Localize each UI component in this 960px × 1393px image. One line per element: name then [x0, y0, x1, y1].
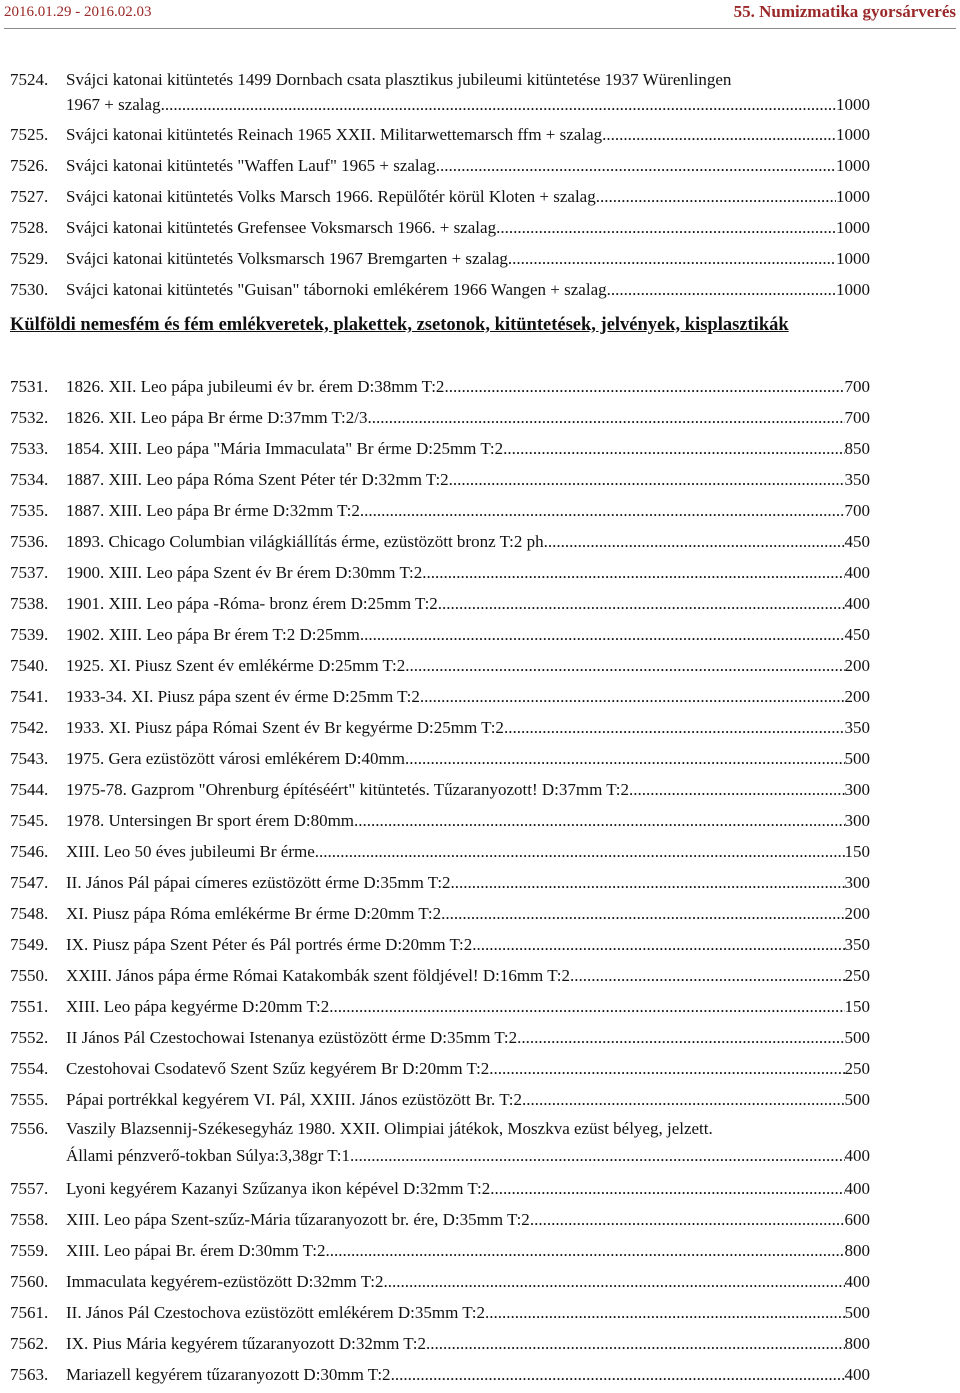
catalog-item	[10, 1022, 870, 1053]
lot-price: 600	[844, 1210, 870, 1229]
catalog-item	[10, 1297, 870, 1328]
lot-price: 450	[844, 625, 870, 644]
lot-price: 700	[844, 377, 870, 396]
lot-number: 7557.	[10, 1179, 49, 1198]
lot-number: 7550.	[10, 966, 49, 985]
lot-text: Svájci katonai kitüntetés "Guisan" tábornoki emlékérem 1966 Wangen + szalag	[66, 280, 607, 299]
lot-text: 1933. XI. Piusz pápa Római Szent év Br kegyérme D:25mm T:2	[66, 718, 504, 737]
dot-leader	[472, 929, 844, 960]
catalog-item	[10, 898, 870, 929]
lot-text: Lyoni kegyérem Kazanyi Szűzanya ikon képével D:32mm T:2	[66, 1179, 491, 1198]
catalog-item	[10, 588, 870, 619]
lot-text-continued: Állami pénzverő-tokban Súlya:3,38gr T:1	[66, 1146, 351, 1165]
lot-text: Svájci katonai kitüntetés Volks Marsch 1966. Repülőtér körül Kloten + szalag	[66, 187, 596, 206]
lot-description	[66, 650, 870, 681]
lot-text: Svájci katonai kitüntetés "Waffen Lauf" 1965 + szalag	[66, 156, 436, 175]
lot-number: 7533.	[10, 439, 49, 458]
lot-price: 1000	[836, 218, 870, 237]
catalog-item	[10, 1173, 870, 1204]
lot-description	[66, 1328, 870, 1359]
catalog-item	[10, 681, 870, 712]
dot-leader	[490, 1173, 844, 1204]
catalog-item	[10, 1235, 870, 1266]
dot-leader	[438, 588, 845, 619]
lot-description	[66, 743, 870, 774]
catalog-content	[10, 67, 870, 1390]
lot-number: 7556.	[10, 1119, 49, 1138]
dot-leader	[596, 181, 836, 212]
lot-description	[66, 67, 870, 119]
lot-price: 150	[844, 842, 870, 861]
catalog-item	[10, 1204, 870, 1235]
lot-number: 7534.	[10, 470, 49, 489]
lot-text: Svájci katonai kitüntetés 1499 Dornbach csata plasztikus jubileumi kitüntetése 1937 Würenlingen	[66, 70, 732, 89]
lot-description	[66, 495, 870, 526]
catalog-item	[10, 1084, 870, 1115]
dot-leader	[444, 371, 844, 402]
lot-number: 7530.	[10, 280, 49, 299]
lot-price: 500	[844, 1303, 870, 1322]
dot-leader	[391, 1359, 845, 1390]
lot-number: 7555.	[10, 1090, 49, 1109]
lot-price: 200	[844, 656, 870, 675]
lot-text: IX. Pius Mária kegyérem tűzaranyozott D:32mm T:2	[66, 1334, 427, 1353]
lot-description	[66, 181, 870, 212]
catalog-item	[10, 1115, 870, 1173]
lot-description	[66, 991, 870, 1022]
lot-text: IX. Piusz pápa Szent Péter és Pál portrés érme D:20mm T:2	[66, 935, 473, 954]
lot-price: 250	[844, 1059, 870, 1078]
dot-leader	[384, 1266, 845, 1297]
lot-description	[66, 1115, 870, 1173]
lot-price: 300	[844, 873, 870, 892]
dot-leader	[315, 836, 845, 867]
lot-description	[66, 960, 870, 991]
catalog-item	[10, 402, 870, 433]
lot-number: 7545.	[10, 811, 49, 830]
dot-leader	[350, 1142, 844, 1169]
lot-text: Svájci katonai kitüntetés Reinach 1965 XXII. Militarwettemarsch ffm + szalag	[66, 125, 603, 144]
lot-description	[66, 433, 870, 464]
dot-leader	[360, 619, 845, 650]
lot-price: 150	[844, 997, 870, 1016]
catalog-item	[10, 274, 870, 305]
lot-number: 7525.	[10, 125, 49, 144]
lot-description	[66, 588, 870, 619]
dot-leader	[405, 743, 845, 774]
lot-text: Mariazell kegyérem tűzaranyozott D:30mm T:2	[66, 1365, 391, 1384]
lot-number: 7547.	[10, 873, 49, 892]
catalog-item	[10, 1266, 870, 1297]
dot-leader	[161, 92, 836, 117]
lot-number: 7529.	[10, 249, 49, 268]
catalog-item	[10, 805, 870, 836]
lot-description	[66, 774, 870, 805]
catalog-item	[10, 650, 870, 681]
dot-leader	[354, 805, 844, 836]
lot-price: 350	[844, 718, 870, 737]
dot-leader	[426, 1328, 844, 1359]
lot-price: 200	[844, 687, 870, 706]
lot-price: 500	[844, 749, 870, 768]
lot-price: 500	[844, 1028, 870, 1047]
lot-number: 7527.	[10, 187, 49, 206]
lot-text: 1925. XI. Piusz Szent év emlékérme D:25mm T:2	[66, 656, 406, 675]
catalog-item	[10, 929, 870, 960]
dot-leader	[449, 464, 845, 495]
lot-number: 7551.	[10, 997, 49, 1016]
lot-description	[66, 402, 870, 433]
lot-number: 7537.	[10, 563, 49, 582]
lot-price: 400	[844, 563, 870, 582]
lot-price: 1000	[836, 280, 870, 299]
lot-description	[66, 371, 870, 402]
lot-price: 350	[844, 935, 870, 954]
lot-number: 7526.	[10, 156, 49, 175]
lot-description	[66, 1173, 870, 1204]
lot-description	[66, 1053, 870, 1084]
lot-description	[66, 1359, 870, 1390]
catalog-item	[10, 371, 870, 402]
lot-text: Pápai portrékkal kegyérem VI. Pál, XXIII. János ezüstözött Br. T:2	[66, 1090, 523, 1109]
lot-text: 1887. XIII. Leo pápa Br érme D:32mm T:2	[66, 501, 360, 520]
lot-text: 1826. XII. Leo pápa jubileumi év br. érem D:38mm T:2	[66, 377, 445, 396]
catalog-item	[10, 526, 870, 557]
auction-title: 55. Numizmatika gyorsárverés	[733, 2, 956, 21]
dot-leader	[544, 526, 845, 557]
dot-leader	[504, 712, 845, 743]
dot-leader	[485, 1297, 844, 1328]
lot-number: 7543.	[10, 749, 49, 768]
dot-leader	[441, 898, 844, 929]
catalog-list-main	[10, 371, 870, 1390]
section-heading: Külföldi nemesfém és fém emlékveretek, plakettek, zsetonok, kitüntetések, jelvények, kisplasztikák	[10, 315, 789, 335]
catalog-item	[10, 619, 870, 650]
lot-price: 400	[844, 1179, 870, 1198]
lot-description	[66, 712, 870, 743]
catalog-item	[10, 119, 870, 150]
catalog-item	[10, 1328, 870, 1359]
catalog-item	[10, 836, 870, 867]
lot-description	[66, 1204, 870, 1235]
lot-price: 800	[844, 1334, 870, 1353]
dot-leader	[451, 867, 845, 898]
catalog-item	[10, 67, 870, 119]
dot-leader	[325, 1235, 844, 1266]
dot-leader	[530, 1204, 845, 1235]
lot-text: 1854. XIII. Leo pápa "Mária Immaculata" Br érme D:25mm T:2	[66, 439, 504, 458]
dot-leader	[405, 650, 844, 681]
lot-text: XXIII. János pápa érme Római Katakombák szent földjével! D:16mm T:2	[66, 966, 570, 985]
lot-text: Svájci katonai kitüntetés Grefensee Voksmarsch 1966. + szalag	[66, 218, 497, 237]
lot-number: 7549.	[10, 935, 49, 954]
lot-number: 7561.	[10, 1303, 49, 1322]
lot-text: 1893. Chicago Columbian világkiállítás érme, ezüstözött bronz T:2 ph	[66, 532, 544, 551]
dot-leader	[570, 960, 845, 991]
lot-description	[66, 464, 870, 495]
lot-description	[66, 929, 870, 960]
catalog-item	[10, 1053, 870, 1084]
lot-number: 7560.	[10, 1272, 49, 1291]
lot-text: II. János Pál Czestochova ezüstözött emlékérem D:35mm T:2	[66, 1303, 486, 1322]
catalog-item	[10, 495, 870, 526]
lot-description	[66, 619, 870, 650]
lot-description	[66, 1022, 870, 1053]
lot-description	[66, 681, 870, 712]
catalog-item	[10, 1359, 870, 1390]
lot-price: 350	[844, 470, 870, 489]
lot-number: 7536.	[10, 532, 49, 551]
lot-description	[66, 836, 870, 867]
lot-price: 1000	[836, 187, 870, 206]
lot-description	[66, 557, 870, 588]
dot-leader	[629, 774, 844, 805]
catalog-item	[10, 212, 870, 243]
lot-description	[66, 119, 870, 150]
dot-leader	[607, 274, 836, 305]
lot-price: 400	[844, 1365, 870, 1384]
lot-text: II. János Pál pápai címeres ezüstözött érme D:35mm T:2	[66, 873, 451, 892]
lot-number: 7540.	[10, 656, 49, 675]
lot-number: 7524.	[10, 70, 49, 89]
dot-leader	[496, 212, 836, 243]
lot-number: 7544.	[10, 780, 49, 799]
catalog-item	[10, 464, 870, 495]
dot-leader	[602, 119, 836, 150]
lot-number: 7563.	[10, 1365, 49, 1384]
lot-number: 7532.	[10, 408, 49, 427]
lot-price: 400	[844, 1272, 870, 1291]
lot-text: 1975. Gera ezüstözött városi emlékérem D:40mm	[66, 749, 405, 768]
lot-price: 450	[844, 532, 870, 551]
catalog-list-top	[10, 67, 870, 305]
lot-price: 300	[844, 811, 870, 830]
catalog-item	[10, 991, 870, 1022]
lot-price: 1000	[836, 249, 870, 268]
dot-leader	[367, 402, 844, 433]
lot-price: 200	[844, 904, 870, 923]
lot-price: 400	[844, 594, 870, 613]
lot-text: 1975-78. Gazprom "Ohrenburg építéséért" kitüntetés. Tűzaranyozott! D:37mm T:2	[66, 780, 630, 799]
lot-text: 1933-34. XI. Piusz pápa szent év érme D:25mm T:2	[66, 687, 420, 706]
lot-price: 700	[844, 408, 870, 427]
dot-leader	[436, 150, 836, 181]
lot-description	[66, 805, 870, 836]
dot-leader	[503, 433, 844, 464]
lot-number: 7552.	[10, 1028, 49, 1047]
lot-text: XIII. Leo pápa Szent-szűz-Mária tűzaranyozott br. ére, D:35mm T:2	[66, 1210, 530, 1229]
catalog-item	[10, 181, 870, 212]
catalog-item	[10, 774, 870, 805]
catalog-item	[10, 433, 870, 464]
lot-description	[66, 212, 870, 243]
lot-text: 1900. XIII. Leo pápa Szent év Br érem D:30mm T:2	[66, 563, 423, 582]
lot-price: 700	[844, 501, 870, 520]
lot-price: 300	[844, 780, 870, 799]
lot-price: 500	[844, 1090, 870, 1109]
lot-description	[66, 1266, 870, 1297]
catalog-item	[10, 150, 870, 181]
lot-number: 7546.	[10, 842, 49, 861]
lot-number: 7542.	[10, 718, 49, 737]
dot-leader	[329, 991, 844, 1022]
lot-text: Vaszily Blazsennij-Székesegyház 1980. XXII. Olimpiai játékok, Moszkva ezüst bélyeg, jelzett.	[66, 1119, 713, 1138]
dot-leader	[522, 1084, 844, 1115]
lot-description	[66, 898, 870, 929]
lot-description	[66, 1235, 870, 1266]
dot-leader	[517, 1022, 844, 1053]
page-header	[4, 0, 956, 29]
lot-text: 1902. XIII. Leo pápa Br érem T:2 D:25mm	[66, 625, 360, 644]
lot-text: XIII. Leo pápa kegyérme D:20mm T:2	[66, 997, 330, 1016]
dot-leader	[422, 557, 844, 588]
lot-price: 800	[844, 1241, 870, 1260]
lot-number: 7535.	[10, 501, 49, 520]
lot-price: 1000	[836, 125, 870, 144]
lot-price: 400	[844, 1146, 870, 1165]
dot-leader	[489, 1053, 844, 1084]
lot-text: II János Pál Czestochowai Istenanya ezüstözött érme D:35mm T:2	[66, 1028, 518, 1047]
lot-text: 1978. Untersingen Br sport érem D:80mm	[66, 811, 355, 830]
lot-text: 1901. XIII. Leo pápa -Róma- bronz érem D:25mm T:2	[66, 594, 438, 613]
lot-price: 850	[844, 439, 870, 458]
lot-text-continued: 1967 + szalag	[66, 95, 161, 114]
lot-price: 1000	[836, 95, 870, 114]
lot-number: 7554.	[10, 1059, 49, 1078]
lot-text: XIII. Leo 50 éves jubileumi Br érme	[66, 842, 315, 861]
lot-text: XIII. Leo pápai Br. érem D:30mm T:2	[66, 1241, 326, 1260]
lot-text: Svájci katonai kitüntetés Volksmarsch 1967 Bremgarten + szalag	[66, 249, 508, 268]
lot-number: 7541.	[10, 687, 49, 706]
catalog-item	[10, 557, 870, 588]
lot-description	[66, 243, 870, 274]
lot-text: 1887. XIII. Leo pápa Róma Szent Péter tér D:32mm T:2	[66, 470, 449, 489]
dot-leader	[360, 495, 845, 526]
lot-number: 7538.	[10, 594, 49, 613]
lot-number: 7548.	[10, 904, 49, 923]
lot-text: XI. Piusz pápa Róma emlékérme Br érme D:20mm T:2	[66, 904, 442, 923]
lot-description	[66, 150, 870, 181]
lot-number: 7528.	[10, 218, 49, 237]
lot-price: 250	[844, 966, 870, 985]
lot-description	[66, 1297, 870, 1328]
lot-description	[66, 274, 870, 305]
catalog-item	[10, 243, 870, 274]
catalog-item	[10, 743, 870, 774]
lot-number: 7539.	[10, 625, 49, 644]
catalog-item	[10, 960, 870, 991]
lot-description	[66, 526, 870, 557]
lot-price: 1000	[836, 156, 870, 175]
catalog-item	[10, 712, 870, 743]
catalog-item	[10, 867, 870, 898]
lot-text: 1826. XII. Leo pápa Br érme D:37mm T:2/3	[66, 408, 368, 427]
dot-leader	[508, 243, 836, 274]
auction-dates: 2016.01.29 - 2016.02.03	[4, 4, 152, 20]
lot-number: 7562.	[10, 1334, 49, 1353]
lot-text: Czestohovai Csodatevő Szent Szűz kegyérem Br D:20mm T:2	[66, 1059, 490, 1078]
lot-number: 7559.	[10, 1241, 49, 1260]
lot-description	[66, 1084, 870, 1115]
lot-number: 7558.	[10, 1210, 49, 1229]
lot-number: 7531.	[10, 377, 49, 396]
lot-description	[66, 867, 870, 898]
lot-text: Immaculata kegyérem-ezüstözött D:32mm T:2	[66, 1272, 384, 1291]
dot-leader	[420, 681, 845, 712]
